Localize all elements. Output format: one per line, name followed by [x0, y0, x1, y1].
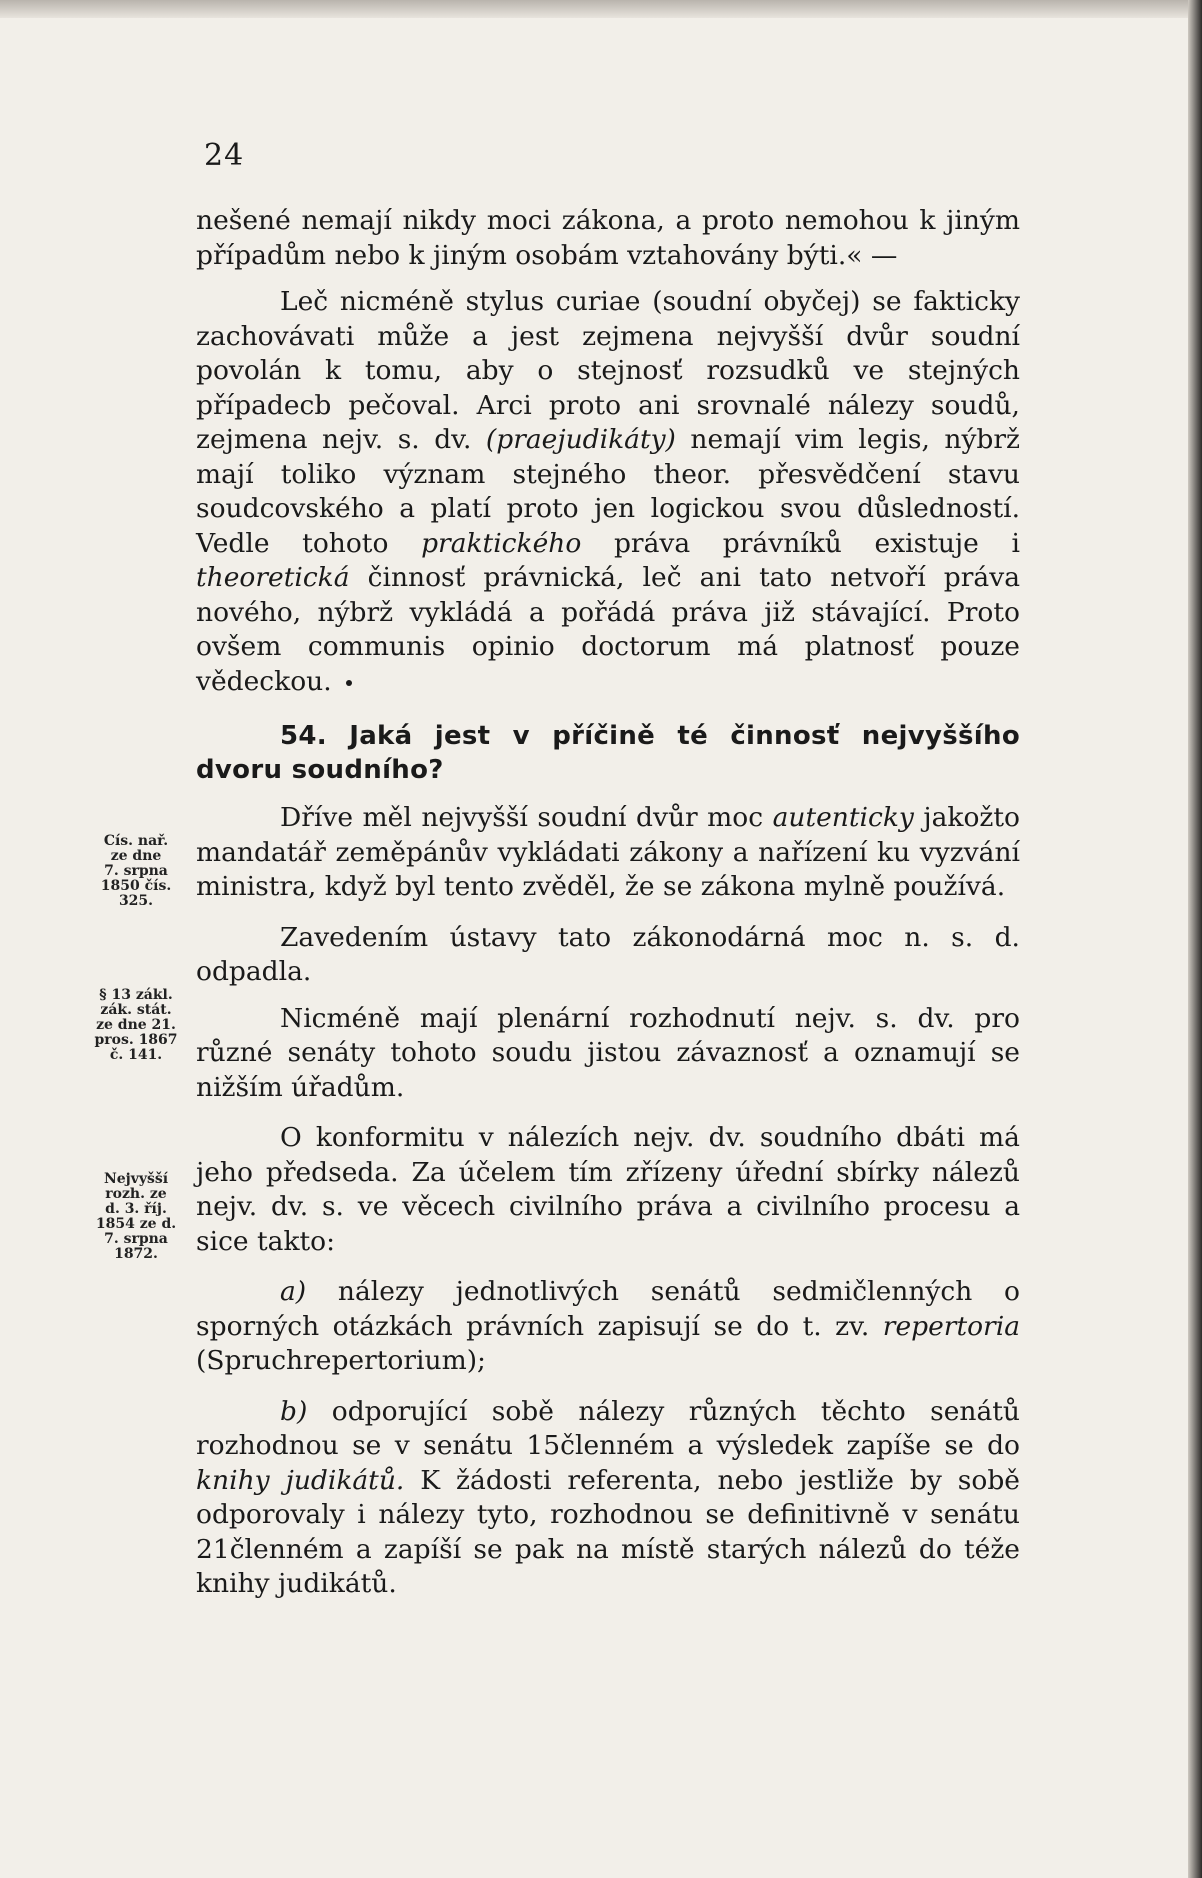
section-heading: 54. Jaká jest v příčině té činnosť nejvyššího dvoru soudního? [196, 721, 1020, 785]
marginal-note-1: Cís. nař. ze dne 7. srpna 1850 čís. 325. [100, 833, 172, 909]
main-text [196, 204, 1020, 1602]
paragraph-2: Leč nicméně stylus curiae (soudní obyčej) se fakticky zachovávati může a jest zejmena nejvyšší dvůr soudní povolán k tomu, aby o stejnosť rozsudků ve stejných případecb pečoval. Arci proto ani srovnalé nálezy soudů, zejmena nejv. s. dv. (praejudikáty) nemají vim legis, nýbrž mají toliko význam stejného theor. přesvědčení stavu soudcovského a platí proto jen logickou svou důsledností. Vedle tohoto praktického práva právníků existuje i theoretická činnosť právnická, leč ani tato netvoří práva nového, nýbrž vykládá a pořádá práva již stávající. Proto ovšem communis opinio doctorum má platnosť pouze vědeckou. [196, 286, 1021, 697]
marginal-note-3: Nejvyšší rozh. ze d. 3. říj. 1854 ze d. 7. srpna 1872. [95, 1171, 177, 1262]
paragraph-7: a) nálezy jednotlivých senátů sedmičlenných o sporných otázkách právních zapisují se do t. zv. repertoria (Spruchrepertorium); [196, 1276, 1020, 1376]
book-spine-edge [1188, 0, 1202, 1878]
marginal-note-2: § 13 zákl. zák. stát. ze dne 21. pros. 1867 č. 141. [94, 987, 178, 1063]
page-top-edge [0, 0, 1202, 18]
bullet-mark [346, 680, 352, 686]
paragraph-8: b) odporující sobě nálezy různých těchto senátů rozhodnou se v senátu 15členném a výsledek zapíše se do knihy judikátů. K žádosti referenta, nebo jestliže by sobě odporovaly i nálezy tyto, rozhodnou se definitivně v senátu 21členném a zapíší se pak na místě starých nálezů do téže knihy judikátů. [196, 1395, 1020, 1599]
paragraph-6: O konformitu v nálezích nejv. dv. soudního dbáti má jeho předseda. Za účelem tím zřízeny úřední sbírky nálezů nejv. dv. s. ve věcech civilního práva a civilního procesu a sice takto: [196, 1122, 1020, 1257]
paragraph-1: nešené nemají nikdy moci zákona, a proto nemohou k jiným případům nebo k jiným osobám vztahovány býti.« — [196, 205, 1020, 271]
paragraph-4: Zavedením ústavy tato zákonodárná moc n. s. d. odpadla. [196, 921, 1020, 987]
paragraph-3: Dříve měl nejvyšší soudní dvůr moc autenticky jakožto mandatář zeměpánův vykládati zákony a nařízení ku vyzvání ministra, když byl tento zvěděl, že se zákona mylně používá. [196, 802, 1020, 902]
paragraph-5: Nicméně mají plenární rozhodnutí nejv. s. dv. pro různé senáty tohoto soudu jistou závaznosť a oznamují se nižším úřadům. [196, 1002, 1020, 1103]
page-number: 24 [204, 138, 245, 173]
